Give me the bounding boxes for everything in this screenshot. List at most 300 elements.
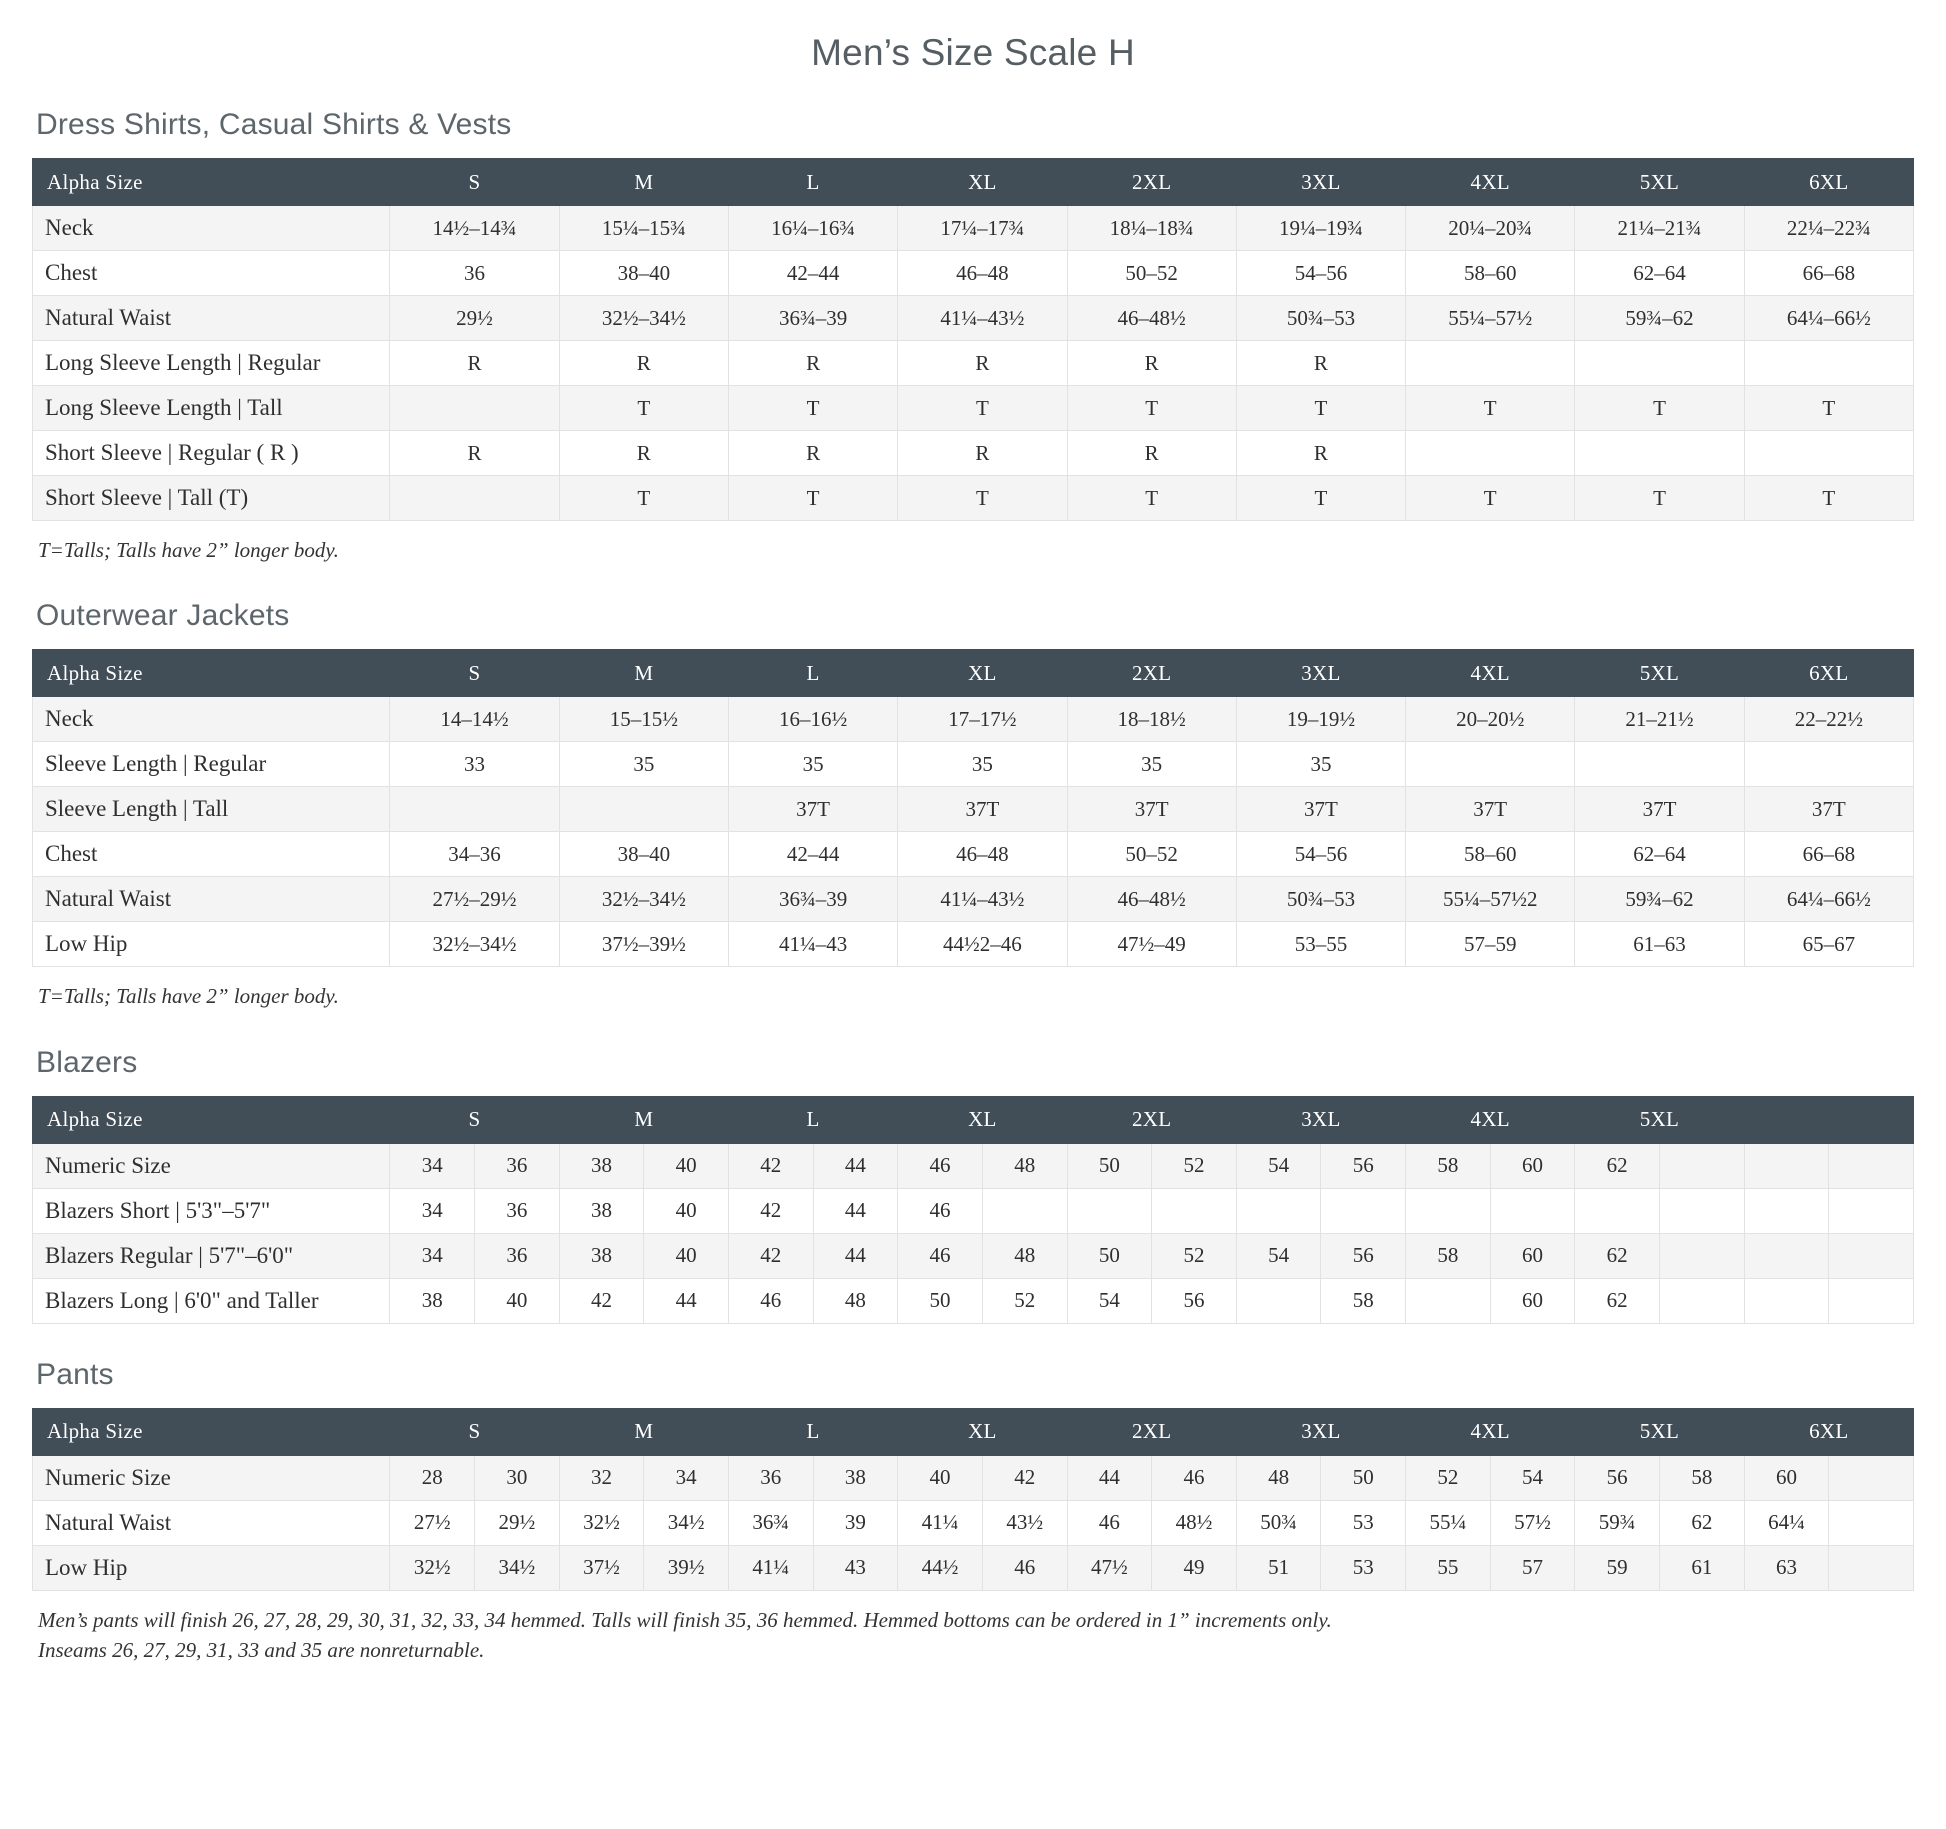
table-cell: 14–14½	[390, 697, 559, 742]
cell-value: 34	[421, 1153, 443, 1178]
cell-value	[1745, 1189, 1829, 1233]
split-cell	[390, 1144, 558, 1188]
table-cell	[1744, 431, 1913, 476]
size-section	[32, 1046, 1914, 1324]
split-cell	[1237, 1144, 1405, 1188]
table-cell	[390, 386, 559, 431]
column-header: 3XL	[1236, 159, 1405, 206]
table-cell	[559, 1545, 728, 1590]
split-cell	[1406, 1234, 1574, 1278]
table-cell	[898, 1455, 1067, 1500]
table-cell: R	[728, 341, 897, 386]
row-label: Blazers Long | 6'0" and Taller	[33, 1278, 390, 1323]
table-cell: 15¼–15¾	[559, 206, 728, 251]
table-cell: T	[1575, 386, 1744, 431]
cell-value: 58	[1320, 1279, 1405, 1323]
table-cell	[728, 1233, 897, 1278]
section-heading: Blazers	[36, 1045, 138, 1079]
table-cell: 46–48½	[1067, 877, 1236, 922]
split-cell	[1575, 1501, 1743, 1545]
table-note: Men’s pants will finish 26, 27, 28, 29, 30, 31, 32, 33, 34 hemmed. Talls will finish 35, 36 hemmed. Hemmed bottoms can be ordered in 1” increments only.	[38, 1607, 1332, 1632]
table-cell	[1744, 1455, 1913, 1500]
cell-value: 48	[982, 1144, 1067, 1188]
table-cell	[390, 787, 559, 832]
table-header-row	[33, 159, 1914, 206]
cell-value: 56	[1606, 1465, 1628, 1490]
cell-value: 54	[1268, 1243, 1290, 1268]
column-header: 2XL	[1067, 650, 1236, 697]
table-cell: 35	[1236, 742, 1405, 787]
cell-value: 36	[474, 1189, 559, 1233]
split-cell	[1406, 1501, 1574, 1545]
split-cell	[729, 1279, 897, 1323]
table-row	[33, 206, 1914, 251]
column-header: M	[559, 1096, 728, 1143]
cell-value: 27½	[413, 1510, 451, 1535]
table-cell	[1406, 1188, 1575, 1233]
split-cell	[390, 1456, 558, 1500]
table-cell	[898, 1233, 1067, 1278]
table-cell	[1744, 341, 1913, 386]
cell-value	[1828, 1546, 1913, 1590]
table-cell: T	[1406, 476, 1575, 521]
cell-value: 59¾	[1598, 1510, 1636, 1535]
cell-value: 46	[982, 1546, 1067, 1590]
column-header: 4XL	[1406, 159, 1575, 206]
cell-value: 43	[813, 1546, 898, 1590]
table-cell: T	[1575, 476, 1744, 521]
table-cell	[390, 1188, 559, 1233]
split-cell	[1406, 1144, 1574, 1188]
split-cell	[898, 1456, 1066, 1500]
table-cell	[898, 1500, 1067, 1545]
table-cell: 21–21½	[1575, 697, 1744, 742]
split-cell	[729, 1189, 897, 1233]
table-cell: 37½–39½	[559, 922, 728, 967]
table-cell	[1575, 1455, 1744, 1500]
split-cell	[729, 1144, 897, 1188]
cell-value: 50	[1098, 1153, 1120, 1178]
table-cell: 47½–49	[1067, 922, 1236, 967]
column-header: 6XL	[1744, 159, 1913, 206]
cell-value: 37½	[583, 1555, 620, 1580]
table-cell	[898, 1545, 1067, 1590]
cell-value: 29½	[474, 1501, 559, 1545]
table-cell	[1575, 1545, 1744, 1590]
split-cell	[390, 1279, 558, 1323]
table-cell: 33	[390, 742, 559, 787]
table-cell: 37T	[1575, 787, 1744, 832]
table-cell: 20–20½	[1406, 697, 1575, 742]
table-cell	[1406, 1143, 1575, 1188]
table-cell: R	[559, 431, 728, 476]
column-header: 2XL	[1067, 1408, 1236, 1455]
column-header: 6XL	[1744, 650, 1913, 697]
split-cell	[1575, 1279, 1743, 1323]
table-cell	[1236, 1233, 1405, 1278]
column-header: S	[390, 159, 559, 206]
column-header: 3XL	[1236, 1408, 1405, 1455]
cell-value: 34	[643, 1456, 728, 1500]
table-cell: T	[1236, 386, 1405, 431]
table-cell: 20¼–20¾	[1406, 206, 1575, 251]
size-table	[32, 1408, 1914, 1591]
split-cell	[898, 1501, 1066, 1545]
cell-value: 56	[1151, 1279, 1236, 1323]
row-label: Numeric Size	[33, 1455, 390, 1500]
table-cell: 37T	[728, 787, 897, 832]
table-cell: R	[390, 341, 559, 386]
cell-value: 58	[1437, 1243, 1459, 1268]
split-cell	[898, 1546, 1066, 1590]
table-cell	[1575, 1143, 1744, 1188]
table-cell	[390, 1278, 559, 1323]
table-cell	[559, 787, 728, 832]
table-cell: T	[1744, 386, 1913, 431]
table-cell	[1067, 1233, 1236, 1278]
table-cell: 37T	[1067, 787, 1236, 832]
table-cell: 66–68	[1744, 832, 1913, 877]
cell-value	[1237, 1279, 1321, 1323]
table-cell: 37T	[1744, 787, 1913, 832]
split-cell	[560, 1546, 728, 1590]
row-label: Blazers Short | 5'3"–5'7"	[33, 1188, 390, 1233]
table-cell: 55¼–57½2	[1406, 877, 1575, 922]
table-cell: 37T	[1236, 787, 1405, 832]
column-header: M	[559, 159, 728, 206]
table-cell: T	[728, 476, 897, 521]
table-cell	[1236, 1188, 1405, 1233]
table-cell	[1067, 1500, 1236, 1545]
table-cell: 58–60	[1406, 832, 1575, 877]
cell-value: 42	[760, 1153, 782, 1178]
cell-value: 57½	[1490, 1501, 1575, 1545]
table-row	[33, 296, 1914, 341]
split-cell	[729, 1234, 897, 1278]
table-row	[33, 251, 1914, 296]
cell-value: 52	[1151, 1144, 1236, 1188]
cell-value: 52	[1151, 1234, 1236, 1278]
table-cell: R	[898, 431, 1067, 476]
cell-value: 42	[982, 1456, 1067, 1500]
table-cell: 64¼–66½	[1744, 877, 1913, 922]
cell-value: 39	[813, 1501, 898, 1545]
table-cell: 64¼–66½	[1744, 296, 1913, 341]
table-cell: 22–22½	[1744, 697, 1913, 742]
split-cell	[1068, 1456, 1236, 1500]
split-cell	[1745, 1279, 1913, 1323]
table-row	[33, 877, 1914, 922]
table-cell	[1575, 341, 1744, 386]
split-cell	[729, 1546, 897, 1590]
cell-value	[1320, 1189, 1405, 1233]
size-table	[32, 649, 1914, 967]
cell-value: 48	[982, 1234, 1067, 1278]
table-cell: 29½	[390, 296, 559, 341]
column-header: S	[390, 1096, 559, 1143]
table-cell	[1067, 1278, 1236, 1323]
section-heading: Pants	[36, 1357, 114, 1391]
column-header: L	[728, 1408, 897, 1455]
table-cell: 18–18½	[1067, 697, 1236, 742]
row-label: Natural Waist	[33, 1500, 390, 1545]
table-row	[33, 1545, 1914, 1590]
table-cell: 62–64	[1575, 251, 1744, 296]
table-cell	[1575, 1278, 1744, 1323]
cell-value	[1745, 1279, 1829, 1323]
table-cell	[1406, 1500, 1575, 1545]
table-cell: 42–44	[728, 832, 897, 877]
cell-value	[1406, 1189, 1490, 1233]
cell-value: 41¼	[752, 1555, 790, 1580]
table-cell: 36¾–39	[728, 296, 897, 341]
table-cell: T	[898, 476, 1067, 521]
section-heading: Dress Shirts, Casual Shirts & Vests	[36, 108, 512, 141]
cell-value	[1745, 1234, 1829, 1278]
table-cell	[1575, 1500, 1744, 1545]
table-cell: 41¼–43½	[898, 296, 1067, 341]
table-header-row	[33, 1096, 1914, 1143]
column-header: 4XL	[1406, 650, 1575, 697]
split-cell	[1068, 1279, 1236, 1323]
column-header-alpha-size: Alpha Size	[33, 650, 390, 697]
cell-value: 28	[421, 1465, 443, 1490]
cell-value: 56	[1320, 1234, 1405, 1278]
table-cell	[1067, 1455, 1236, 1500]
row-label: Short Sleeve | Tall (T)	[33, 476, 390, 521]
cell-value: 43½	[982, 1501, 1067, 1545]
row-label: Long Sleeve Length | Regular	[33, 341, 390, 386]
row-label: Neck	[33, 206, 390, 251]
cell-value: 46	[1151, 1456, 1236, 1500]
cell-value: 53	[1320, 1501, 1405, 1545]
split-cell	[1745, 1456, 1913, 1500]
table-cell	[898, 1188, 1067, 1233]
table-cell: 21¼–21¾	[1575, 206, 1744, 251]
cell-value: 36	[760, 1465, 782, 1490]
cell-value	[1828, 1144, 1913, 1188]
split-cell	[1237, 1189, 1405, 1233]
table-cell: 16–16½	[728, 697, 897, 742]
table-cell: 19–19½	[1236, 697, 1405, 742]
split-cell	[1406, 1546, 1574, 1590]
table-cell	[1575, 431, 1744, 476]
cell-value: 62	[1659, 1501, 1744, 1545]
column-header: 5XL	[1575, 650, 1744, 697]
cell-value: 41¼	[921, 1510, 959, 1535]
table-cell: 16¼–16¾	[728, 206, 897, 251]
split-cell	[560, 1456, 728, 1500]
cell-value: 32½	[583, 1510, 620, 1535]
table-row	[33, 476, 1914, 521]
row-label: Sleeve Length | Regular	[33, 742, 390, 787]
column-header-alpha-size: Alpha Size	[33, 159, 390, 206]
size-table	[32, 1096, 1914, 1324]
table-cell	[559, 1455, 728, 1500]
table-cell	[1744, 1545, 1913, 1590]
table-cell: 38–40	[559, 251, 728, 296]
table-cell: 35	[728, 742, 897, 787]
page-title: Men’s Size Scale H	[811, 32, 1135, 73]
row-label: Low Hip	[33, 922, 390, 967]
table-cell	[1236, 1143, 1405, 1188]
split-cell	[1745, 1234, 1913, 1278]
table-cell: T	[728, 386, 897, 431]
table-cell: 54–56	[1236, 832, 1405, 877]
cell-value	[1068, 1189, 1152, 1233]
table-row	[33, 341, 1914, 386]
table-cell	[728, 1500, 897, 1545]
table-cell	[1406, 1233, 1575, 1278]
table-cell: 35	[898, 742, 1067, 787]
cell-value: 44½	[921, 1555, 959, 1580]
cell-value: 56	[1320, 1144, 1405, 1188]
split-cell	[1575, 1546, 1743, 1590]
table-cell	[1406, 1455, 1575, 1500]
cell-value	[1828, 1501, 1913, 1545]
table-cell	[1744, 1143, 1913, 1188]
table-cell: 53–55	[1236, 922, 1405, 967]
table-header-row	[33, 650, 1914, 697]
cell-value: 36	[474, 1144, 559, 1188]
cell-value	[1828, 1234, 1913, 1278]
table-cell: 42–44	[728, 251, 897, 296]
table-cell	[1236, 1500, 1405, 1545]
cell-value: 62	[1606, 1153, 1628, 1178]
cell-value	[1575, 1189, 1659, 1233]
split-cell	[1406, 1189, 1574, 1233]
table-cell	[728, 1278, 897, 1323]
size-table	[32, 158, 1914, 521]
table-cell: T	[1067, 476, 1236, 521]
table-row	[33, 1188, 1914, 1233]
row-label: Chest	[33, 251, 390, 296]
cell-value: 54	[1490, 1456, 1575, 1500]
cell-value: 60	[1490, 1144, 1575, 1188]
column-header: 2XL	[1067, 159, 1236, 206]
row-label: Short Sleeve | Regular ( R )	[33, 431, 390, 476]
table-cell: R	[898, 341, 1067, 386]
table-cell: R	[1236, 431, 1405, 476]
cell-value: 59	[1606, 1555, 1628, 1580]
cell-value: 52	[1437, 1465, 1459, 1490]
cell-value: 40	[643, 1234, 728, 1278]
table-cell: 50–52	[1067, 832, 1236, 877]
table-row	[33, 1455, 1914, 1500]
cell-value: 60	[1775, 1465, 1797, 1490]
cell-value: 46	[929, 1243, 951, 1268]
cell-value: 44	[813, 1189, 898, 1233]
table-cell: T	[1406, 386, 1575, 431]
split-cell	[1575, 1144, 1743, 1188]
row-label: Sleeve Length | Tall	[33, 787, 390, 832]
table-cell	[390, 1455, 559, 1500]
cell-value: 38	[813, 1456, 898, 1500]
cell-value: 42	[760, 1198, 782, 1223]
column-header: M	[559, 650, 728, 697]
table-cell	[728, 1143, 897, 1188]
row-label: Numeric Size	[33, 1143, 390, 1188]
table-cell	[1575, 1233, 1744, 1278]
table-cell: 19¼–19¾	[1236, 206, 1405, 251]
table-cell	[1406, 1278, 1575, 1323]
table-cell: 46–48	[898, 251, 1067, 296]
cell-value	[1659, 1234, 1744, 1278]
table-cell	[1067, 1188, 1236, 1233]
table-cell: R	[559, 341, 728, 386]
size-section	[32, 108, 1914, 565]
table-cell	[390, 1545, 559, 1590]
table-cell	[1744, 1188, 1913, 1233]
split-cell	[898, 1234, 1066, 1278]
cell-value: 48	[1268, 1465, 1290, 1490]
table-row	[33, 386, 1914, 431]
cell-value: 62	[1606, 1288, 1628, 1313]
row-label: Blazers Regular | 5'7"–6'0"	[33, 1233, 390, 1278]
split-cell	[1068, 1546, 1236, 1590]
cell-value: 55	[1437, 1555, 1459, 1580]
table-cell	[1406, 742, 1575, 787]
table-cell: 18¼–18¾	[1067, 206, 1236, 251]
split-cell	[1068, 1189, 1236, 1233]
split-cell	[560, 1234, 728, 1278]
cell-value: 34	[421, 1243, 443, 1268]
table-cell: R	[1067, 431, 1236, 476]
cell-value: 38	[590, 1243, 612, 1268]
table-cell: 57–59	[1406, 922, 1575, 967]
cell-value: 42	[760, 1243, 782, 1268]
table-cell: 38–40	[559, 832, 728, 877]
table-row	[33, 742, 1914, 787]
table-row	[33, 1233, 1914, 1278]
cell-value: 32	[590, 1465, 612, 1490]
column-header: L	[728, 1096, 897, 1143]
table-cell: 36	[390, 251, 559, 296]
row-label: Neck	[33, 697, 390, 742]
table-cell	[559, 1233, 728, 1278]
table-cell: 32½–34½	[390, 922, 559, 967]
table-row	[33, 1500, 1914, 1545]
split-cell	[560, 1189, 728, 1233]
table-cell: R	[728, 431, 897, 476]
split-cell	[898, 1144, 1066, 1188]
table-cell: T	[559, 386, 728, 431]
cell-value: 54	[1268, 1153, 1290, 1178]
split-cell	[1068, 1144, 1236, 1188]
split-cell	[1745, 1546, 1913, 1590]
table-note: T=Talls; Talls have 2” longer body.	[38, 538, 339, 562]
column-header: 3XL	[1236, 650, 1405, 697]
column-header: 5XL	[1575, 159, 1744, 206]
column-header: 4XL	[1406, 1408, 1575, 1455]
table-cell	[559, 1188, 728, 1233]
table-note: Inseams 26, 27, 29, 31, 33 and 35 are nonreturnable.	[38, 1638, 485, 1663]
cell-value: 39½	[643, 1546, 728, 1590]
table-cell	[1575, 742, 1744, 787]
table-cell	[1406, 431, 1575, 476]
split-cell	[1237, 1546, 1405, 1590]
column-header: XL	[898, 1096, 1067, 1143]
split-cell	[1575, 1189, 1743, 1233]
column-header: 5XL	[1575, 1408, 1744, 1455]
cell-value	[1659, 1279, 1744, 1323]
table-cell	[1744, 1500, 1913, 1545]
cell-value: 36	[474, 1234, 559, 1278]
cell-value: 48½	[1151, 1501, 1236, 1545]
column-header: L	[728, 650, 897, 697]
cell-value: 57	[1490, 1546, 1575, 1590]
split-cell	[390, 1546, 558, 1590]
